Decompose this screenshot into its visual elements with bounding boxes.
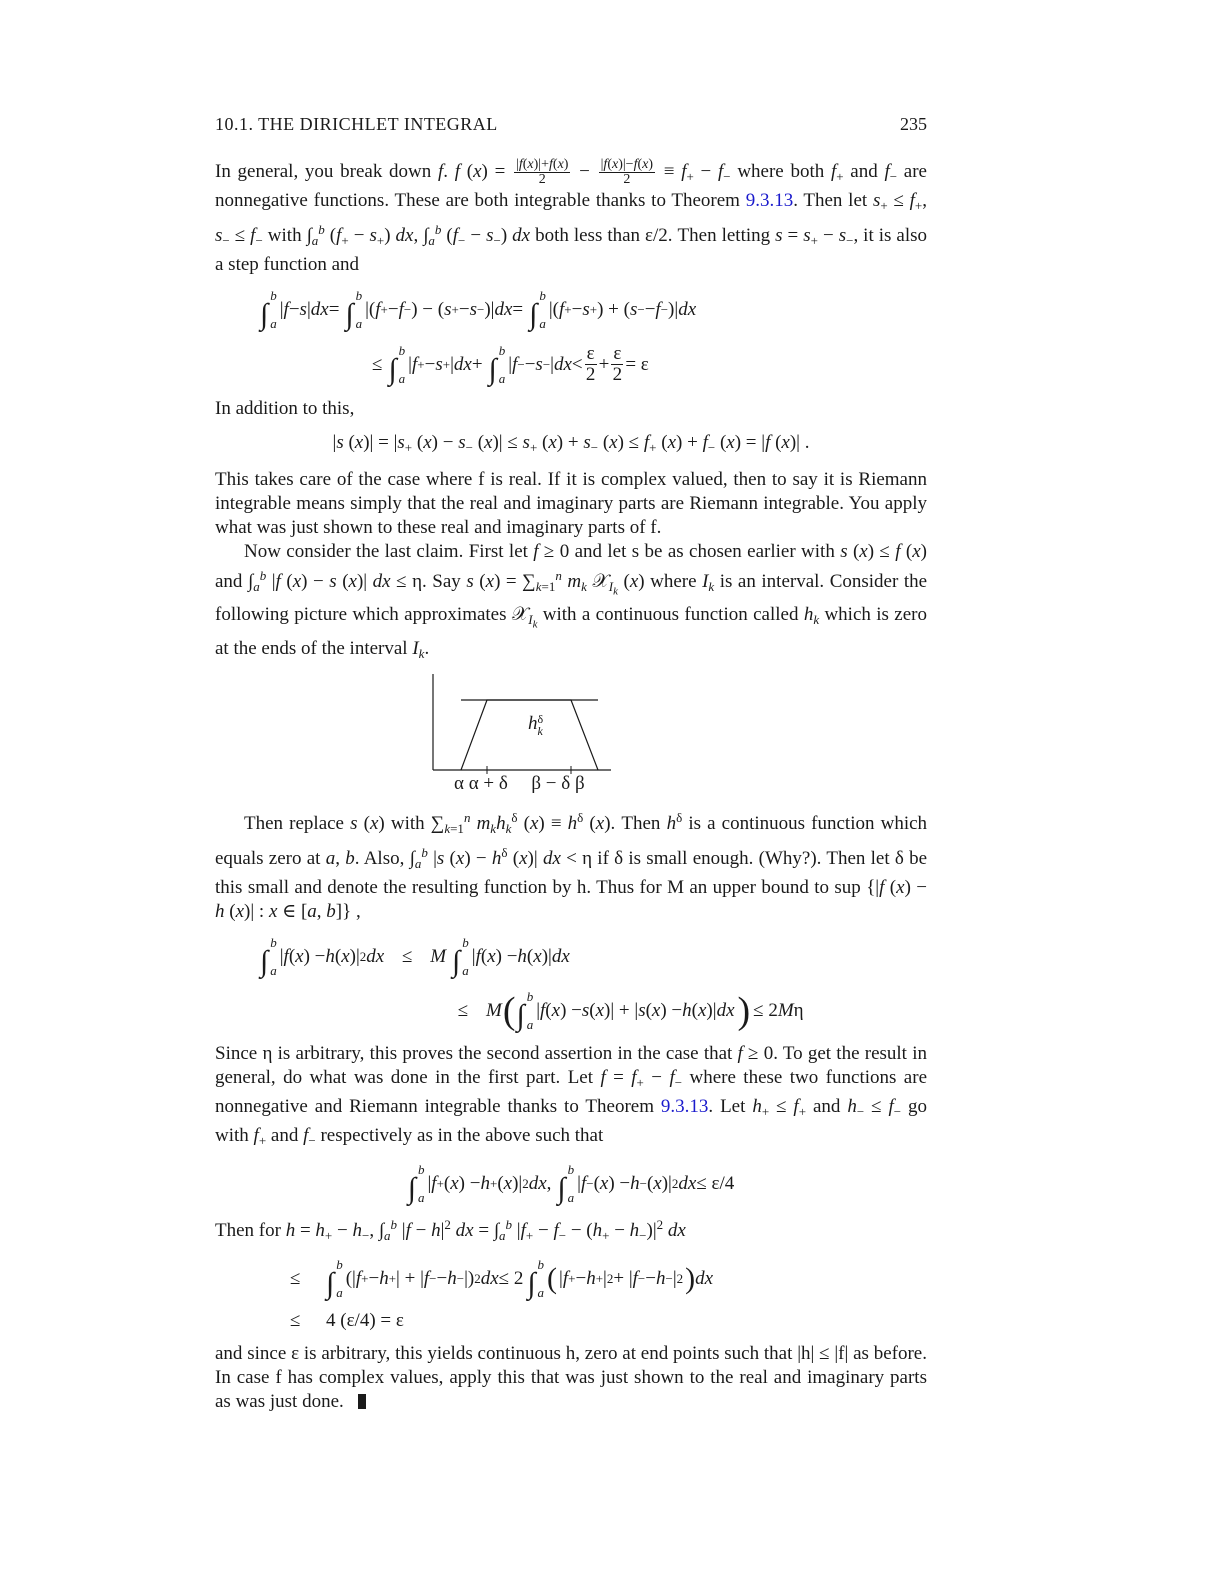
label-beta: β [574, 773, 585, 795]
paragraph-replace: Then replace s (x) with $\sum_{k=1}^n$ $m_kh_k^\delta$ $(x) \equiv h^\delta$ (x). Then $h^\delta$ is a continuous function which equals zero at a, b. Also, $\int_a^b$ |s $(x) - h^\delta$ (x)| dx < η if δ is small enough. (Why?). Then let δ be this small and denote the resulting function by h. Thus for M an upper bound to sup {|f (x) − h (x)| : x ∈ [a, b]} , [215, 810, 928, 923]
paragraph-last-claim: Now consider the last claim. First let f ≥ 0 and let s be as chosen earlier with s (x) ≤ f (x) and $\int_a^b$ |f (x) − s (x)| dx ≤ η. Say s $(x) = \sum_{k=1}^n$ $m_k$ 𝒳$_{I_k}$ (x) where $I_k$ is an interval. Consider the following picture which approximates 𝒳$_{I_k}$ with a continuous function called $h_k$ which is zero at the ends of the interval $I_k$. [215, 540, 928, 662]
qed-mark [358, 1394, 366, 1409]
equation-final-chain: ≤ ∫ b a (| f + − h + | + | f − − h − |) 2 dx ≤ 2 ∫ b a ( | f + − h + | 2 + | f − − h − | 2 ) dx ≤ 4 (ε/4) = ε [290, 1257, 714, 1332]
hk-label: h δ k [528, 711, 544, 738]
theorem-link-1[interactable]: 9.3.13 [745, 189, 794, 211]
trapezoid-figure [215, 670, 927, 800]
running-header [215, 112, 927, 136]
equation-integral-estimate: ∫ b a | f − s | dx = ∫ b a |( f + − f − ) − ( s + − s − )| dx = ∫ b a |( f + − s + ) + ( s − − f − )| dx ≤ ∫ b a | f + − s + | dx + ∫ b a | f − − s − | dx < $\frac{\varepsilon}{2}$ + $\frac{\varepsilon}{2}$ = ε [260, 287, 697, 386]
axis-labels [454, 772, 585, 796]
page-number: 235 [900, 114, 927, 134]
paragraph-then-for-h: Then for $h = h_+ - h_-$, $\int_a^b$ $|f - h|^2$ dx = $\int_a^b$ $|f_+ - f_- - (h_+ - h_-)|^2$ dx [215, 1217, 686, 1244]
equation-h-bound: ∫ b a | f ( x ) − h ( x )| 2 dx ≤ M ∫ b a | f ( x ) − h ( x )| dx ≤ M ( ∫ b a | f ( x ) − s ( x )| + | s ( x ) − h ( x )| dx ) ≤ 2 M η [260, 935, 804, 1033]
section-title: 10.1. THE DIRICHLET INTEGRAL [215, 114, 498, 134]
page-content [215, 112, 927, 1414]
equation-plus-minus: ∫ b a | f + ( x ) − h + ( x )| 2 dx , ∫ b a | f − ( x ) − h − ( x )| 2 dx ≤ ε/4 [407, 1162, 735, 1206]
paragraph-addition: In addition to this, [215, 397, 355, 419]
theorem-link-2[interactable]: 9.3.13 [660, 1096, 709, 1118]
paragraph-general-result: Since η is arbitrary, this proves the second assertion in the case that f ≥ 0. To get the result in general, do what was done in the first part. Let $f = f_+ - f_-$ where these two functions are nonnegative and Riemann integrable thanks to Theorem 9.3.13. Let $h_+ \le f_+$ and $h_- \le f_-$ go with $f_+$ and $f_-$ respectively as in the above such that [215, 1043, 927, 1149]
label-alpha: α [454, 773, 464, 795]
paragraph-decomposition: In general, you break down f. f (x) = $\frac{|f(x)|+f(x)}{2}$ − $\frac{|f(x)|-f(x)}{2}$ ≡ $f_+ - f_-$ where both $f_+$ and $f_-$ are nonnegative functions. These are both integrable thanks to Theorem 9.3.13. Then let $s_+ \le f_+$, $s_- \le f_-$ with $\int_a^b$ $(f_+ - s_+)$ dx, $\int_a^b$ $(f_- - s_-)$ dx both less than ε/2. Then letting $s = s_+ - s_-$, it is also a step function and [215, 157, 928, 275]
paragraph-conclusion: and since ε is arbitrary, this yields continuous h, zero at end points such that |h| ≤ |f| as before. In case f has complex values, apply this that was just shown to the real and imaginary parts as was just done. [215, 1343, 927, 1413]
label-beta-minus-delta: β − δ [531, 773, 571, 795]
label-alpha-plus-delta: α + δ [468, 773, 508, 795]
equation-abs-s: |s $(x)| = |s_+$ $(x) - s_-$ $(x)| \le s_+$ $(x) + s_-$ $(x) \le f_+$ $(x) + f_-$ (x) = |f (x)| . [332, 431, 810, 455]
paragraph-real-case: This takes care of the case where f is real. If it is complex valued, then to say it is Riemann integrable means simply that the real and imaginary parts are Riemann integrable. You apply what was just shown to these real and imaginary parts of f. [215, 468, 927, 538]
